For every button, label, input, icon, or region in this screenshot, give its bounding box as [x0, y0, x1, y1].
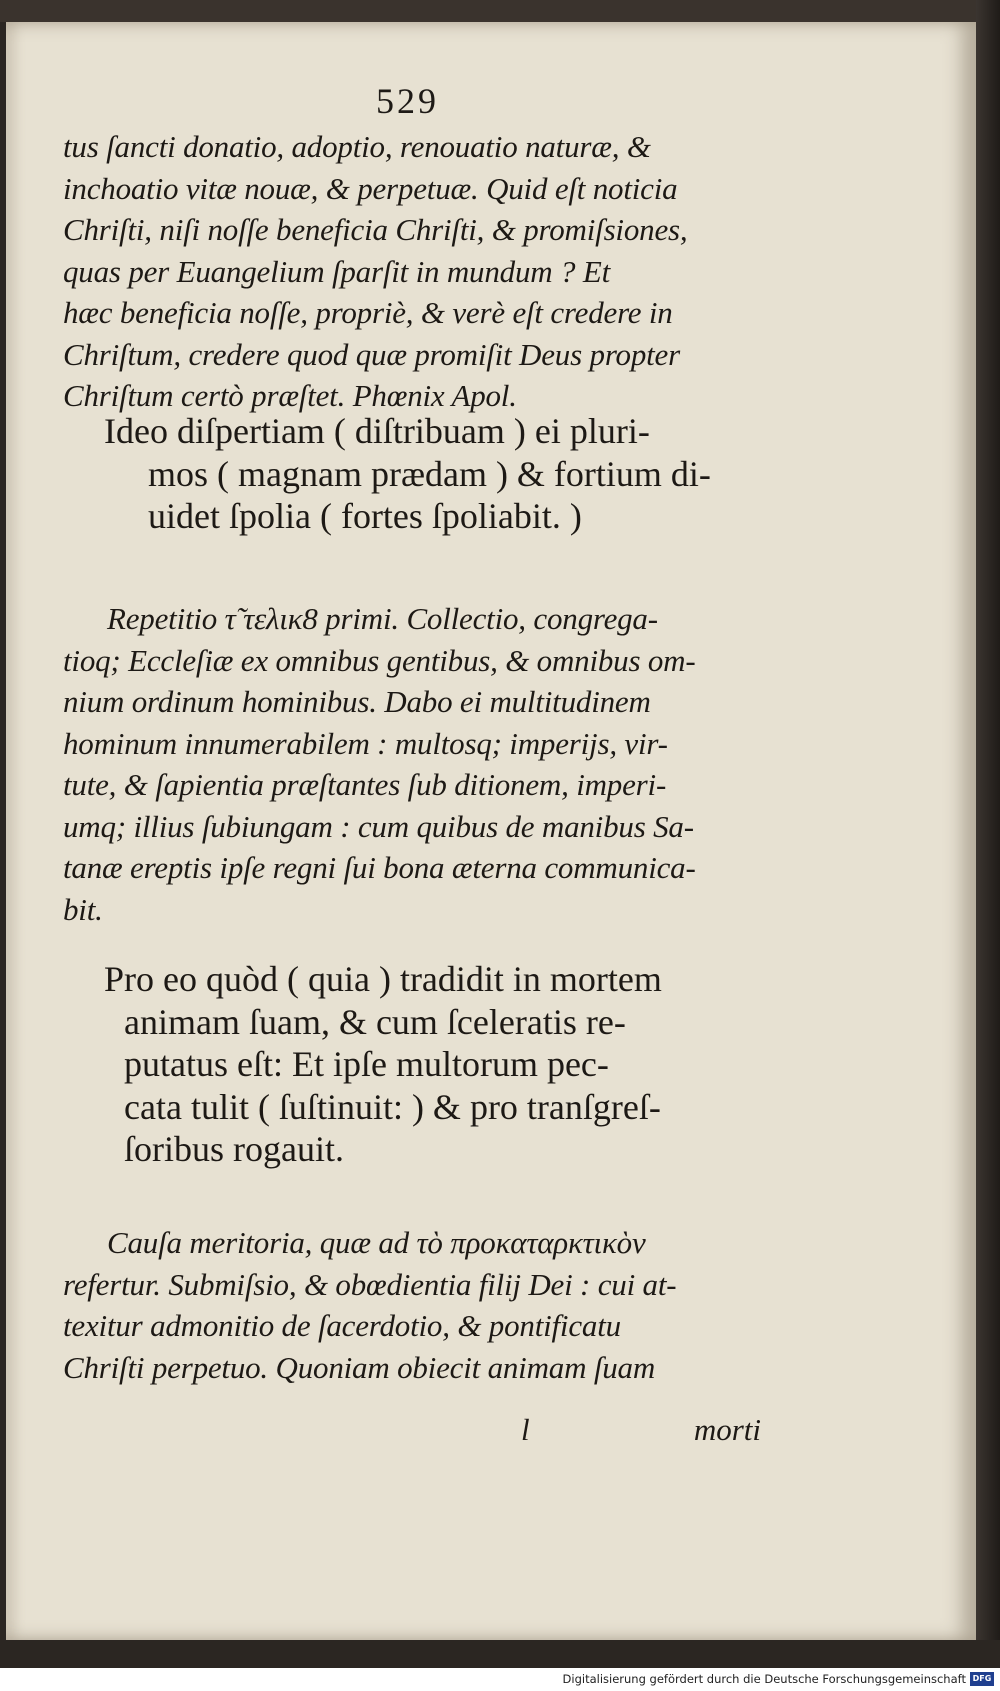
text-line: hominum innumerabilem : multosq; imperijs, vir-	[63, 725, 668, 761]
verse-line: ſoribus rogauit.	[124, 1129, 344, 1169]
commentary-paragraph-1	[63, 126, 778, 417]
text-line: texitur admonitio de ſacerdotio, & pontificatu	[63, 1308, 621, 1343]
signature-mark: l	[521, 1412, 530, 1447]
verse-line: Ideo diſpertiam ( diſtribuam ) ei pluri-	[104, 411, 650, 451]
text-line: Chriſtum, credere quod quæ promiſit Deus propter	[63, 336, 680, 372]
scripture-verse-2	[104, 958, 764, 1171]
text-line: umq; illius ſubiungam : cum quibus de manibus Sa-	[63, 808, 694, 844]
dfg-logo: DFG	[970, 1672, 994, 1686]
catchword: morti	[693, 1412, 761, 1447]
text-line: quas per Euangelium ſparſit in mundum ? Et	[63, 253, 610, 289]
text-line: Chriſti, niſi noſſe beneficia Chriſti, & promiſsiones,	[63, 212, 688, 247]
text-line: tute, & ſapientia præſtantes ſub ditionem, imperi-	[63, 767, 667, 802]
verse-line: Pro eo quòd ( quia ) tradidit in mortem	[104, 959, 662, 999]
page-number: 529	[376, 81, 439, 121]
book-page	[6, 22, 976, 1640]
text-line: Chriſti perpetuo. Quoniam obiecit animam ſuam	[63, 1349, 656, 1385]
text-line: inchoatio vitæ nouæ, & perpetuæ. Quid eſt noticia	[63, 170, 678, 206]
commentary-paragraph-2	[63, 598, 778, 930]
verse-line: mos ( magnam prædam ) & fortium di-	[148, 453, 711, 494]
scripture-verse-1	[104, 410, 744, 538]
verse-line: animam ſuam, & cum ſceleratis re-	[124, 1001, 626, 1042]
text-line: bit.	[63, 891, 103, 927]
text-line: tus ſancti donatio, adoptio, renouatio naturæ, &	[63, 129, 651, 164]
digitization-credit-bar	[0, 1668, 1000, 1691]
verse-line: cata tulit ( ſuſtinuit: ) & pro tranſgreſ-	[124, 1086, 661, 1127]
text-line: nium ordinum hominibus. Dabo ei multitudinem	[63, 684, 651, 719]
book-spine-edge	[976, 0, 1000, 1660]
scan-top-edge	[0, 0, 1000, 22]
text-line: tanæ ereptis ipſe regni ſui bona æterna communica-	[63, 850, 696, 885]
scan-bottom-edge	[0, 1640, 1000, 1668]
text-line: refertur. Submiſsio, & obœdientia filij Dei : cui at-	[63, 1266, 677, 1302]
text-line: Cauſa meritoria, quæ ad τὸ προκαταρκτικὸν	[107, 1225, 646, 1260]
verse-line: putatus eſt: Et ipſe multorum pec-	[124, 1044, 609, 1084]
commentary-paragraph-3	[63, 1222, 778, 1388]
text-line: Chriſtum certò præſtet. Phœnix Apol.	[63, 378, 517, 413]
verse-line: uidet ſpolia ( fortes ſpoliabit. )	[148, 496, 582, 536]
text-line: hæc beneficia noſſe, propriè, & verè eſt credere in	[63, 295, 673, 330]
funding-credit: Digitalisierung gefördert durch die Deutsche Forschungsgemeinschaft	[562, 1672, 966, 1686]
text-line: Repetitio τ̃ τελικ8 primi. Collectio, congrega-	[107, 601, 658, 636]
text-line: tioq; Eccleſiæ ex omnibus gentibus, & omnibus om-	[63, 642, 696, 678]
